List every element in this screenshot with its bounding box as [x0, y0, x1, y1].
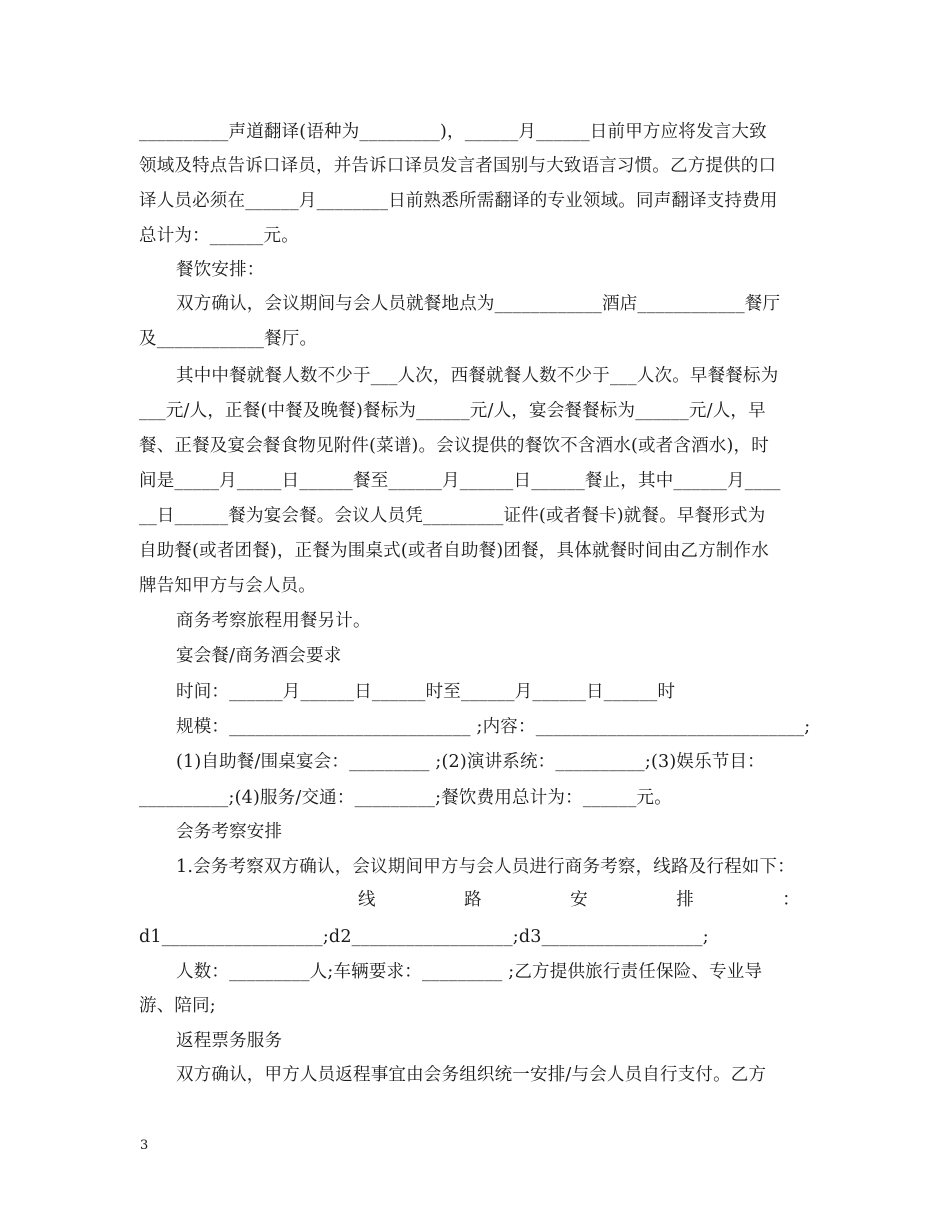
text-line: 时间：______月______日______时至______月______日______时: [176, 682, 676, 702]
text-line: 领域及特点告诉口译员，并告诉口译员发言者国别与大致语言习惯。乙方提供的口: [139, 156, 777, 176]
text-line: 及____________餐厅。: [139, 329, 318, 349]
text-line: 规模：___________________________ ;内容：______________________________;: [176, 717, 811, 737]
section-heading: 餐饮安排：: [176, 260, 265, 280]
spread-char: 排: [676, 890, 694, 910]
text-line: 译人员必须在______月________日前熟悉所需翻译的专业领域。同声翻译支持费用: [139, 191, 778, 211]
spread-char: ：: [782, 890, 800, 910]
text-line: __________声道翻译(语种为_________)，______月______日前甲方应将发言大致: [139, 122, 767, 142]
route-arrangement-line: [358, 889, 800, 911]
text-line: 其中中餐就餐人数不少于___人次，西餐就餐人数不少于___人次。早餐餐标为: [176, 366, 779, 386]
spread-char: 线: [358, 890, 376, 910]
text-line: 间是_____月_____日______餐至______月______日______餐止，其中______月____: [139, 471, 781, 491]
text-line: 1.会务考察双方确认，会议期间甲方与会人员进行商务考察，线路及行程如下：: [176, 857, 795, 877]
spread-char: 路: [464, 890, 482, 910]
page-number: 3: [140, 1138, 149, 1153]
section-heading: 返程票务服务: [176, 1031, 283, 1051]
section-heading: 宴会餐/商务酒会要求: [176, 646, 342, 666]
text-line: 商务考察旅程用餐另计。: [176, 611, 371, 631]
text-line: 牌告知甲方与会人员。: [139, 576, 316, 596]
text-line: 人数：_________人;车辆要求：_________ ;乙方提供旅行责任保险、专业导: [176, 962, 763, 982]
text-line: 游、陪同;: [139, 996, 216, 1016]
text-line: 总计为：______元。: [139, 226, 299, 246]
text-line: __日______餐为宴会餐。会议人员凭_________证件(或者餐卡)就餐。早餐形式为: [139, 506, 766, 526]
section-heading: 会务考察安排: [176, 822, 283, 842]
text-line: 双方确认，甲方人员返程事宜由会务组织统一安排/与会人员自行支付。乙方: [176, 1065, 767, 1085]
text-line: 自助餐(或者团餐)，正餐为围桌式(或者自助餐)团餐，具体就餐时间由乙方制作水: [139, 541, 769, 561]
spread-char: 安: [570, 890, 588, 910]
text-line: ___元/人，正餐(中餐及晚餐)餐标为______元/人，宴会餐餐标为______元/人，早: [139, 401, 766, 421]
text-line: __________;(4)服务/交通：_________;餐饮费用总计为：______元。: [139, 788, 672, 808]
text-line: (1)自助餐/围桌宴会：_________ ;(2)演讲系统：__________;(3)娱乐节目：: [176, 752, 765, 772]
text-line: 双方确认，会议期间与会人员就餐地点为____________酒店____________餐厅: [176, 294, 781, 314]
text-line: 餐、正餐及宴会餐食物见附件(菜谱)。会议提供的餐饮不含酒水(或者含酒水)，时: [139, 436, 769, 456]
text-line: d1__________________;d2__________________;d3__________________;: [139, 927, 709, 947]
